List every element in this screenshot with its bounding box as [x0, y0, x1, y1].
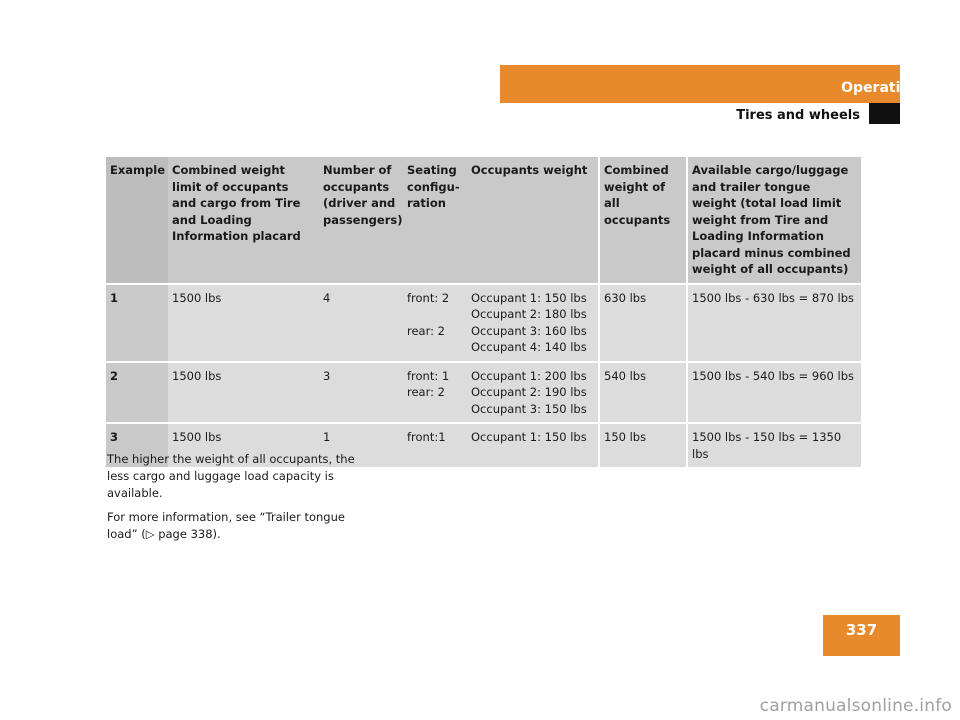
page-ref-arrow-icon: ▷	[145, 527, 155, 541]
seating-line: front:1	[407, 430, 446, 444]
table-row	[106, 362, 861, 424]
page-ref-link[interactable]: page 338).	[154, 527, 221, 541]
col-header-combined-weight: Combined weight of all occupants	[599, 157, 687, 284]
col-header-number-of-occupants: Number of occupants (driver and passengers)	[319, 157, 403, 284]
occupant-weight: Occupant 2: 180 lbs	[471, 307, 587, 321]
cell-occupants: 4	[319, 284, 403, 362]
seating-line: rear: 2	[407, 323, 445, 338]
cell-limit: 1500 lbs	[168, 423, 319, 467]
cell-available: 1500 lbs - 630 lbs = 870 lbs	[687, 284, 861, 362]
cell-example: 3	[106, 423, 168, 467]
cell-example: 2	[106, 362, 168, 424]
cell-seating	[403, 423, 467, 467]
cell-combined: 540 lbs	[599, 362, 687, 424]
occupant-weight: Occupant 3: 150 lbs	[471, 401, 587, 416]
seating-line: front: 1	[407, 368, 450, 383]
cell-combined: 630 lbs	[599, 284, 687, 362]
header-tab-marker	[869, 103, 900, 124]
loading-example-table	[106, 157, 861, 467]
col-header-seating: Seating configu-ration	[403, 157, 467, 284]
occupant-weight: Occupant 4: 140 lbs	[471, 340, 587, 354]
cell-seating	[403, 362, 467, 424]
header-bar	[500, 65, 900, 103]
cell-seating	[403, 284, 467, 362]
occupant-weight: Occupant 1: 150 lbs	[471, 430, 587, 444]
section-title: Operation	[841, 80, 920, 96]
cell-limit: 1500 lbs	[168, 362, 319, 424]
cell-combined: 150 lbs	[599, 423, 687, 467]
page-number: 337	[823, 615, 900, 656]
col-header-example: Example	[106, 157, 168, 284]
paragraph-weight-note: The higher the weight of all occupants, the less cargo and luggage load capacity is available.	[107, 452, 355, 500]
cell-limit: 1500 lbs	[168, 284, 319, 362]
table-row	[106, 284, 861, 362]
cell-occupant-weights	[467, 362, 599, 424]
paragraph-more-info	[107, 509, 367, 543]
body-text	[107, 451, 367, 550]
occupant-weight: Occupant 3: 160 lbs	[471, 323, 587, 338]
col-header-available-cargo: Available cargo/luggage and trailer tongue weight (total load limit weight from Tire and Loading Information placard minus combined weight of all occupants)	[687, 157, 861, 284]
cell-example: 1	[106, 284, 168, 362]
cell-occupants: 1	[319, 423, 403, 467]
cell-available: 1500 lbs - 150 lbs = 1350 lbs	[687, 423, 861, 467]
col-header-weight-limit: Combined weight limit of occupants and cargo from Tire and Loading Information placard	[168, 157, 319, 284]
seating-line: rear: 2	[407, 385, 445, 399]
subsection-title: Tires and wheels	[736, 108, 860, 123]
occupant-weight: Occupant 2: 190 lbs	[471, 385, 587, 399]
occupant-weight: Occupant 1: 150 lbs	[471, 290, 587, 305]
cell-occupants: 3	[319, 362, 403, 424]
table-header-row	[106, 157, 861, 284]
cell-occupant-weights	[467, 284, 599, 362]
cell-occupant-weights	[467, 423, 599, 467]
seating-line: front: 2	[407, 290, 450, 305]
col-header-occupants-weight: Occupants weight	[467, 157, 599, 284]
more-info-text: For more information, see “Trailer tongue load” (	[107, 510, 345, 541]
cell-available: 1500 lbs - 540 lbs = 960 lbs	[687, 362, 861, 424]
occupant-weight: Occupant 1: 200 lbs	[471, 368, 587, 383]
watermark: carmanualsonline.info	[759, 696, 952, 716]
